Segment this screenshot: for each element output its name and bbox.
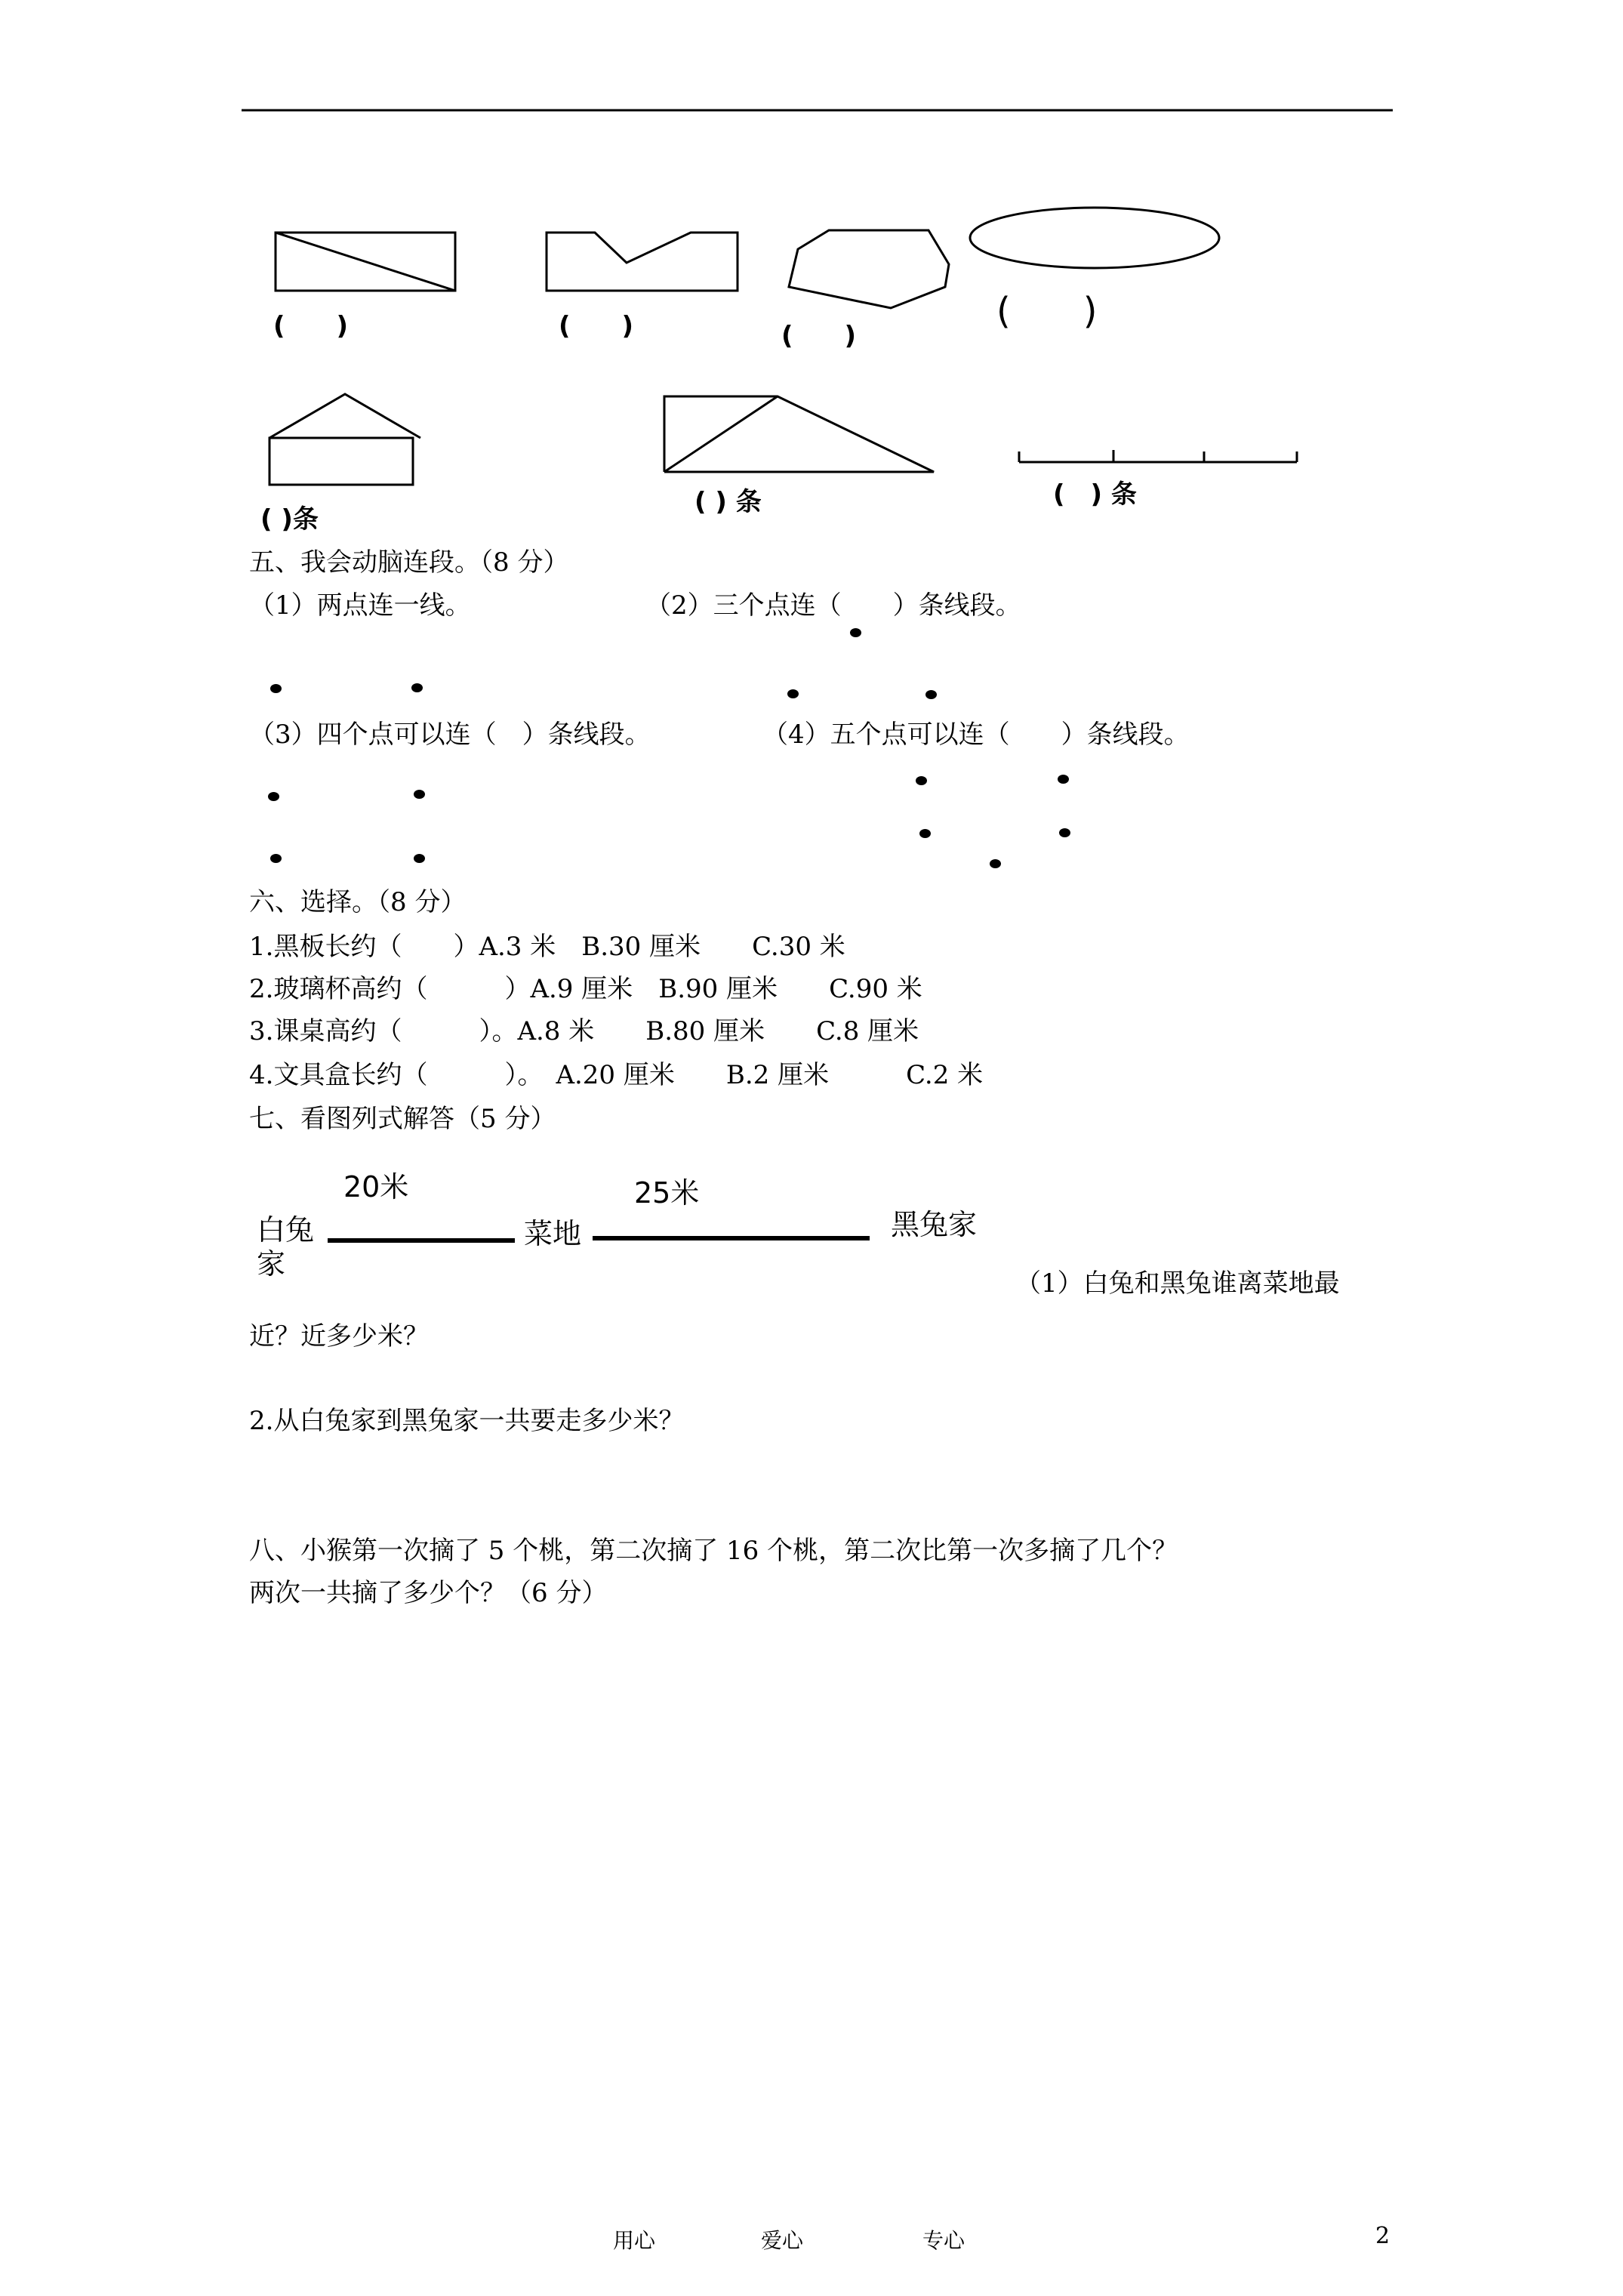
dot	[1059, 828, 1070, 837]
section-eight-question: 两次一共摘了多少个？（6 分）	[249, 1578, 608, 1608]
dot	[411, 683, 423, 692]
rectangle-with-diagonal	[276, 233, 455, 291]
segment-count-label[interactable]: ( ) 条	[1053, 479, 1137, 510]
dot	[925, 690, 937, 699]
connect-dots-question: （3）四个点可以连（ ）条线段。	[249, 720, 651, 750]
dot	[919, 829, 931, 838]
footer-motto: 爱心	[761, 2228, 804, 2253]
footer-motto: 专心	[922, 2228, 965, 2253]
black-rabbit-home-label: 黑兔家	[891, 1208, 978, 1241]
white-rabbit-home-label: 白兔	[257, 1213, 315, 1247]
dot	[850, 628, 861, 637]
oval	[970, 208, 1219, 268]
dot	[268, 792, 279, 801]
figure-answer-paren[interactable]: ( )	[781, 321, 857, 351]
house-shape	[269, 394, 420, 485]
vegetable-field-label: 菜地	[524, 1217, 582, 1250]
white-rabbit-home-label: 家	[257, 1247, 286, 1281]
connect-dots-question: （2）三个点连（ ）条线段。	[645, 590, 1021, 621]
right-triangle-figure	[664, 396, 934, 472]
distance-label-right: 25米	[634, 1176, 700, 1210]
figure-answer-paren[interactable]: ( )	[996, 290, 1098, 332]
segment-count-label[interactable]: ( )条	[260, 504, 319, 535]
irregular-polygon	[789, 230, 949, 308]
word-problem-question: 2.从白兔家到黑兔家一共要走多少米？	[249, 1406, 685, 1436]
segment-count-label[interactable]: ( ) 条	[694, 487, 762, 517]
section-five-title: 五、我会动脑连段。（8 分）	[249, 547, 569, 578]
dot	[270, 684, 282, 693]
dot	[916, 776, 927, 785]
dot	[1058, 775, 1069, 784]
section-eight-question: 八、小猴第一次摘了 5 个桃，第二次摘了 16 个桃，第二次比第一次多摘了几个？	[249, 1536, 1178, 1566]
section-seven-title: 七、看图列式解答（5 分）	[249, 1104, 556, 1134]
connect-dots-question: （4）五个点可以连（ ）条线段。	[762, 720, 1190, 750]
connect-dots-question: （1）两点连一线。	[249, 590, 471, 621]
segmented-line	[1019, 450, 1297, 462]
section-six-title: 六、选择。（8 分）	[249, 887, 467, 917]
footer-motto: 用心	[613, 2228, 656, 2253]
dot	[414, 790, 425, 799]
distance-label-left: 20米	[343, 1170, 409, 1203]
notched-rectangle	[547, 233, 738, 291]
dot	[787, 689, 799, 698]
dot	[990, 859, 1001, 868]
page-number: 2	[1375, 2223, 1390, 2249]
figure-answer-paren[interactable]: ( )	[559, 311, 634, 341]
dot	[270, 854, 282, 863]
choice-question: 3.课桌高约（ ）。A.8 米 B.80 厘米 C.8 厘米	[249, 1016, 919, 1046]
word-problem-question: （1）白兔和黑兔谁离菜地最	[1015, 1268, 1340, 1299]
choice-question: 1.黑板长约（ ）A.3 米 B.30 厘米 C.30 米	[249, 932, 845, 962]
choice-question: 2.玻璃杯高约（ ）A.9 厘米 B.90 厘米 C.90 米	[249, 974, 922, 1004]
figure-answer-paren[interactable]: ( )	[273, 311, 349, 341]
word-problem-question: 近？近多少米？	[249, 1321, 429, 1351]
dot	[414, 854, 425, 863]
choice-question: 4.文具盒长约（ ）。 A.20 厘米 B.2 厘米 C.2 米	[249, 1060, 984, 1090]
